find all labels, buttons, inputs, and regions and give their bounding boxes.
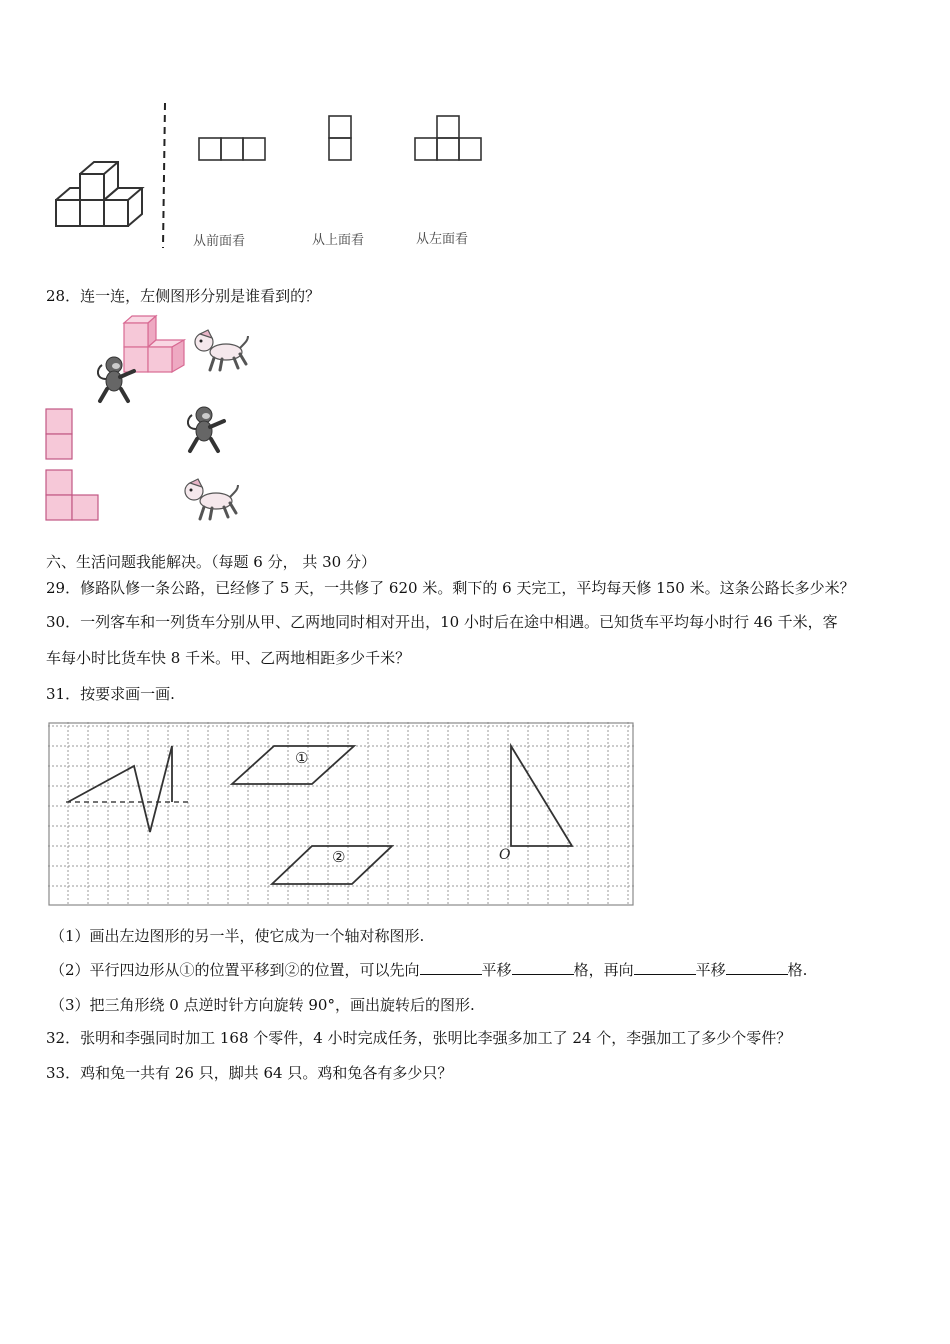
dog-icon: [190, 328, 250, 373]
question-30-line2: 车每小时比货车快 8 千米。甲、乙两地相距多少千米？: [46, 649, 411, 667]
part-2-text-e: 格.: [787, 961, 808, 979]
triangle: [511, 746, 572, 846]
dog-icon-answer: [180, 477, 242, 522]
answer-blank-direction-1[interactable]: [420, 960, 482, 975]
left-view-shape: [414, 115, 484, 163]
caption-top-view: 从上面看: [312, 233, 365, 248]
part-2-text-d: 平移: [695, 961, 726, 979]
front-view-shape: [198, 137, 268, 162]
caption-left-view: 从左面看: [416, 232, 469, 247]
answer-blank-direction-2[interactable]: [634, 960, 696, 975]
parallelogram-1: [232, 746, 354, 784]
label-origin: O: [499, 847, 511, 863]
question-32: 32．张明和李强同时加工 168 个零件，4 小时完成任务，张明比李强多加工了 24 个，李强加工了多少个零件？: [46, 1029, 792, 1047]
question-31-part-3: （3）把三角形绕 0 点逆时针方向旋转 90°，画出旋转后的图形.: [50, 996, 475, 1014]
top-view-shape: [328, 115, 354, 163]
question-33: 33．鸡和兔一共有 26 只，脚共 64 只。鸡和兔各有多少只？: [46, 1064, 453, 1082]
drawing-grid: [48, 722, 634, 906]
answer-blank-steps-1[interactable]: [512, 960, 574, 975]
part-2-text-b: 平移: [481, 961, 512, 979]
label-parallelogram-2: ②: [332, 848, 346, 866]
answer-blank-steps-2[interactable]: [726, 960, 788, 975]
question-31: 31．按要求画一画.: [46, 685, 175, 703]
cube-stack-figure: [50, 155, 150, 235]
question-28: 28．连一连，左侧图形分别是谁看到的？: [46, 287, 321, 305]
divider-dashed-line: [160, 103, 170, 248]
shape-two-squares-vertical: [45, 408, 75, 462]
monkey-icon: [94, 355, 136, 405]
caption-front-view: 从前面看: [193, 234, 246, 249]
question-30-line1: 30．一列客车和一列货车分别从甲、乙两地同时相对开出，10 小时后在途中相遇。已知货车平均每小时行 46 千米，客: [46, 613, 838, 631]
question-31-part-2: [50, 960, 807, 980]
half-figure: [68, 746, 172, 832]
part-2-text-a: （2）平行四边形从①的位置平移到②的位置，可以先向: [50, 961, 420, 979]
question-29: 29．修路队修一条公路，已经修了 5 天，一共修了 620 米。剩下的 6 天完工，平均每天修 150 米。这条公路长多少米？: [46, 579, 855, 597]
monkey-icon-answer: [182, 405, 226, 455]
question-31-part-1: （1）画出左边图形的另一半，使它成为一个轴对称图形.: [50, 927, 425, 945]
shape-l-three-squares: [45, 469, 101, 523]
label-parallelogram-1: ①: [295, 749, 309, 767]
part-2-text-c: 格，再向: [573, 961, 634, 979]
section-6-heading: 六、生活问题我能解决。（每题 6 分， 共 30 分）: [46, 553, 376, 571]
